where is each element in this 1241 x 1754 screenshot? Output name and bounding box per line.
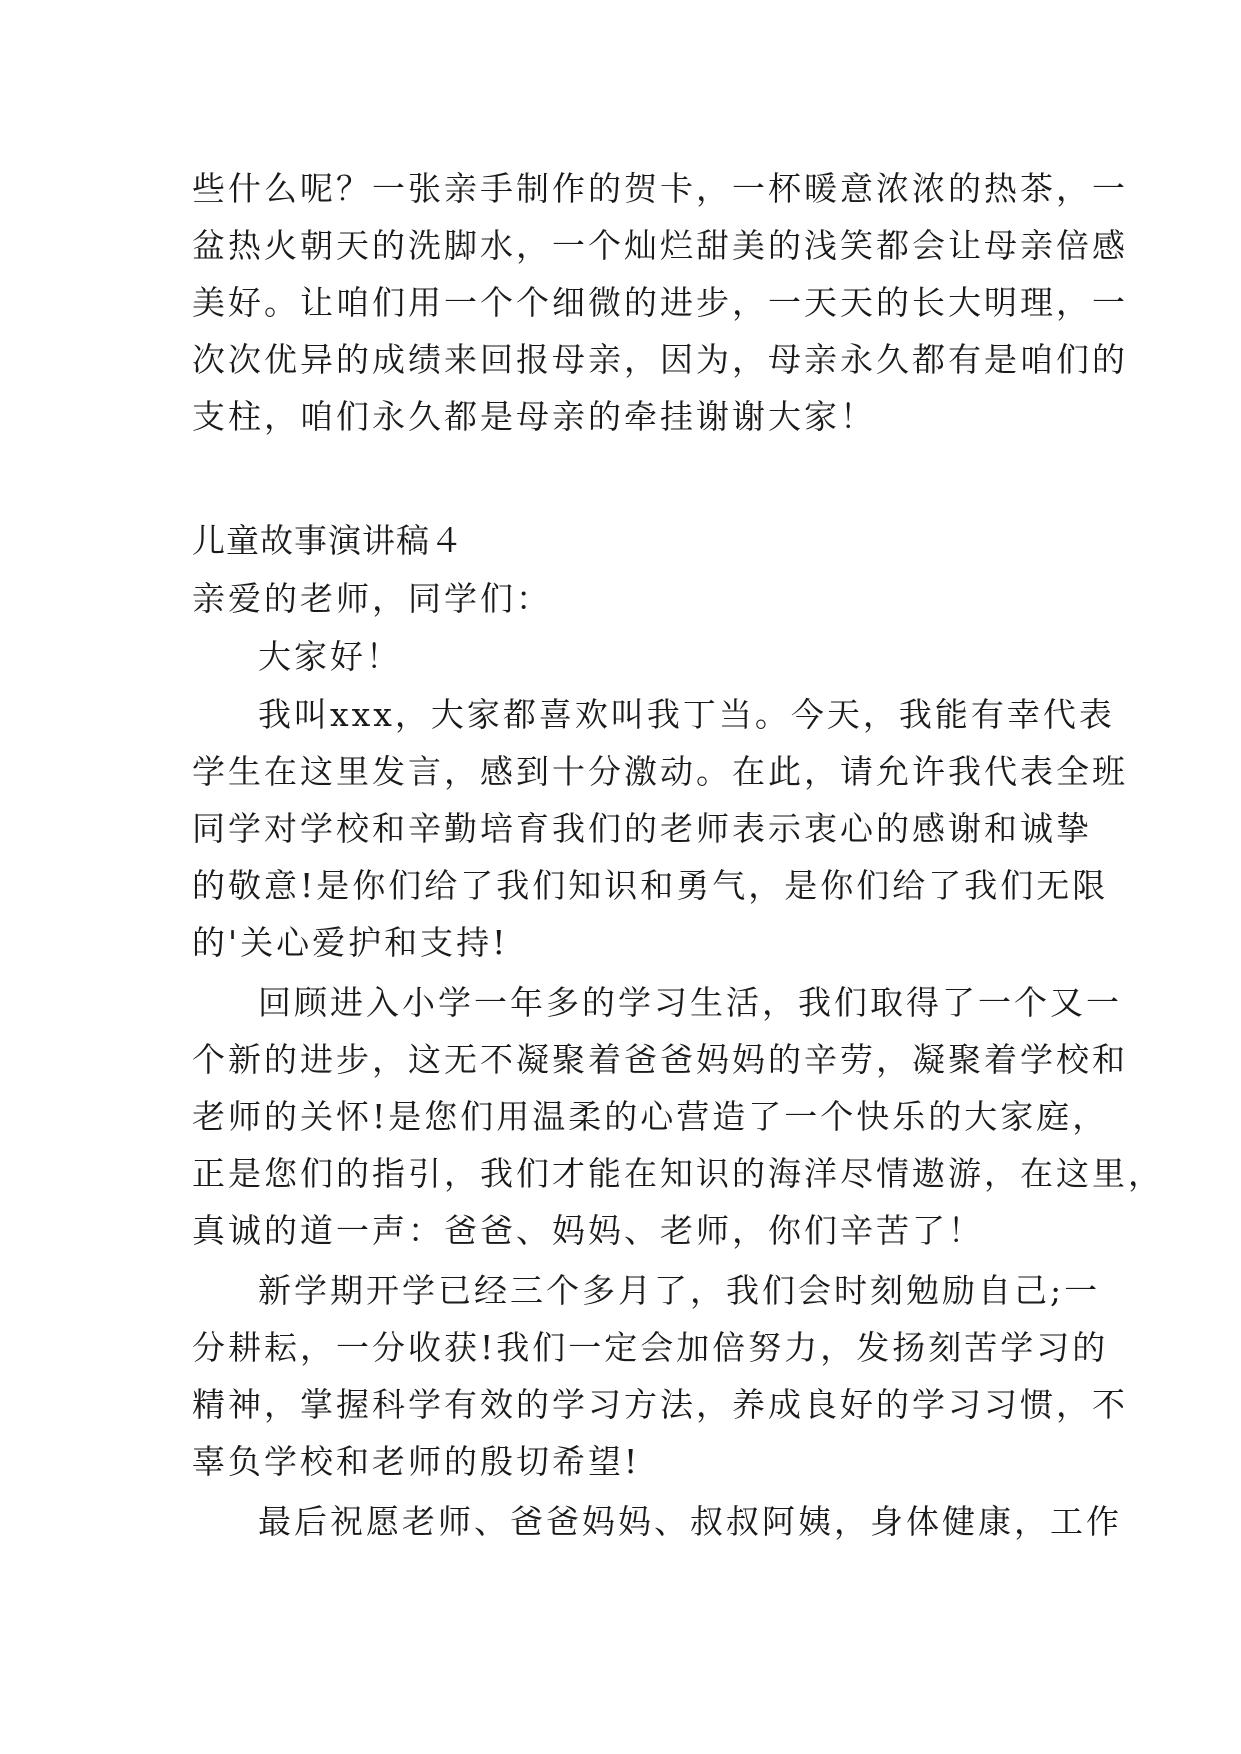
greeting: 大家好！ xyxy=(258,637,402,676)
para2-line-3: 老师的关怀!是您们用温柔的心营造了一个快乐的大家庭， xyxy=(192,1097,1109,1136)
para2-line-5: 真诚的道一声：爸爸、妈妈、老师，你们辛苦了！ xyxy=(192,1211,984,1250)
salutation: 亲爱的老师，同学们： xyxy=(192,579,552,618)
para2-line-2: 个新的进步，这无不凝聚着爸爸妈妈的辛劳，凝聚着学校和 xyxy=(192,1040,1128,1079)
para3-line-3: 精神，掌握科学有效的学习方法，养成良好的学习习惯，不 xyxy=(192,1385,1128,1424)
intro-line-3: 美好。让咱们用一个个细微的进步，一天天的长大明理，一 xyxy=(192,283,1128,322)
intro-line-2: 盆热火朝天的洗脚水，一个灿烂甜美的浅笑都会让母亲倍感 xyxy=(192,226,1128,265)
para1-line-3: 同学对学校和辛勤培育我们的老师表示衷心的感谢和诚挚 xyxy=(192,809,1092,848)
para3-line-1: 新学期开学已经三个多月了，我们会时刻勉励自己;一 xyxy=(258,1271,1101,1310)
section-title: 儿童故事演讲稿４ xyxy=(192,521,464,560)
para1-line-5: 的'关心爱护和支持! xyxy=(192,923,509,962)
intro-line-5: 支柱，咱们永久都是母亲的牵挂谢谢大家！ xyxy=(192,397,876,436)
para2-line-1: 回顾进入小学一年多的学习生活，我们取得了一个又一 xyxy=(258,983,1122,1022)
para3-line-2: 分耕耘，一分收获!我们一定会加倍努力，发扬刻苦学习的 xyxy=(192,1328,1109,1367)
para1-line-1: 我叫xxx，大家都喜欢叫我丁当。今天，我能有幸代表 xyxy=(258,695,1115,734)
para1-line-2: 学生在这里发言，感到十分激动。在此，请允许我代表全班 xyxy=(192,752,1128,791)
para3-line-4: 辜负学校和老师的殷切希望! xyxy=(192,1442,641,1481)
intro-line-1: 些什么呢？一张亲手制作的贺卡，一杯暖意浓浓的热茶，一 xyxy=(192,169,1128,208)
intro-line-4: 次次优异的成绩来回报母亲，因为，母亲永久都有是咱们的 xyxy=(192,340,1128,379)
para1-line-4: 的敬意!是你们给了我们知识和勇气，是你们给了我们无限 xyxy=(192,866,1109,905)
para4-line-1: 最后祝愿老师、爸爸妈妈、叔叔阿姨，身体健康，工作 xyxy=(258,1502,1122,1541)
para2-line-4: 正是您们的指引，我们才能在知识的海洋尽情遨游，在这里， xyxy=(192,1154,1164,1193)
